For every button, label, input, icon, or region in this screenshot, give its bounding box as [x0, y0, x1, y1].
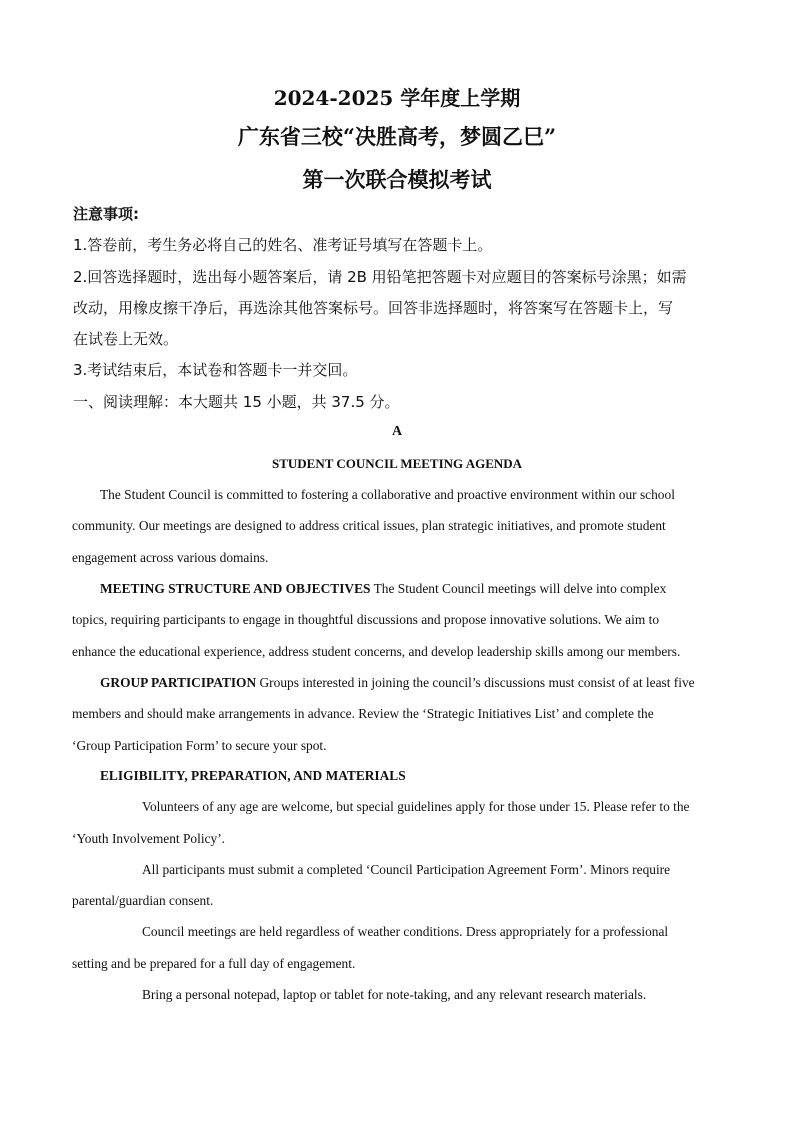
notice-item-3: 3.考试结束后，本试卷和答题卡一并交回。 [73, 361, 358, 379]
structure-line: The Student Council meetings will delve into complex [370, 581, 667, 596]
notice-item-1: 1.答卷前，考生务必将自己的姓名、准考证号填写在答题卡上。 [73, 236, 493, 254]
eligibility-heading: ELIGIBILITY, PREPARATION, AND MATERIALS [100, 768, 406, 783]
group-line: ‘Group Participation Form’ to secure your spot. [72, 737, 327, 753]
passage-group [72, 667, 732, 761]
passage-title: STUDENT COUNCIL MEETING AGENDA [271, 456, 523, 471]
passage-intro [72, 479, 732, 573]
section-heading: 一、阅读理解：本大题共 15 小题，共 37.5 分。 [73, 393, 400, 411]
intro-line: engagement across various domains. [72, 549, 269, 565]
eligibility-p4-line: Bring a personal notepad, laptop or tablet for note-taking, and any relevant research materials. [142, 987, 647, 1003]
group-line: members and should make arrangements in advance. Review the ‘Strategic Initiatives List’ and complete the [72, 706, 654, 722]
notice-item-2-line-3: 在试卷上无效。 [73, 330, 179, 348]
notice-item-2-line-2: 改动，用橡皮擦干净后，再选涂其他答案标号。回答非选择题时，将答案写在答题卡上，写 [73, 299, 674, 317]
eligibility-p3-line: setting and be prepared for a full day of engagement. [72, 955, 356, 971]
group-line: Groups interested in joining the council’s discussions must consist of at least five [256, 675, 695, 690]
eligibility-p2-line: parental/guardian consent. [72, 893, 214, 909]
eligibility-p1-line: ‘Youth Involvement Policy’. [72, 830, 225, 846]
passage-label: A [391, 424, 403, 439]
structure-heading: MEETING STRUCTURE AND OBJECTIVES [100, 581, 371, 596]
intro-line: community. Our meetings are designed to address critical issues, plan strategic initiatives, and promote student [72, 518, 666, 534]
intro-line: The Student Council is committed to fostering a collaborative and proactive environment within our school [100, 487, 675, 502]
eligibility-p3-line: Council meetings are held regardless of weather conditions. Dress appropriately for a professional [142, 924, 669, 940]
eligibility-p1-line: Volunteers of any age are welcome, but special guidelines apply for those under 15. Please refer to the [142, 799, 690, 815]
notice-item-2-line-1: 2.回答选择题时，选出每小题答案后，请 2B 用铅笔把答题卡对应题目的答案标号涂黑；如需 [73, 268, 687, 286]
notice-heading: 注意事项: [73, 205, 139, 223]
exam-year-title: 2024-2025 学年度上学期 [273, 86, 521, 110]
group-heading: GROUP PARTICIPATION [100, 675, 257, 690]
exam-name-title: 第一次联合模拟考试 [302, 167, 492, 192]
passage-eligibility [72, 760, 732, 1010]
structure-line: enhance the educational experience, address student concerns, and develop leadership skills among our members. [72, 643, 681, 659]
structure-line: topics, requiring participants to engage in thoughtful discussions and propose innovative solutions. We aim to [72, 612, 660, 628]
exam-school-title: 广东省三校“决胜高考，梦圆乙巳” [237, 124, 557, 149]
passage-structure [72, 573, 732, 667]
eligibility-p2-line: All participants must submit a completed ‘Council Participation Agreement Form’. Minors require [142, 861, 671, 877]
